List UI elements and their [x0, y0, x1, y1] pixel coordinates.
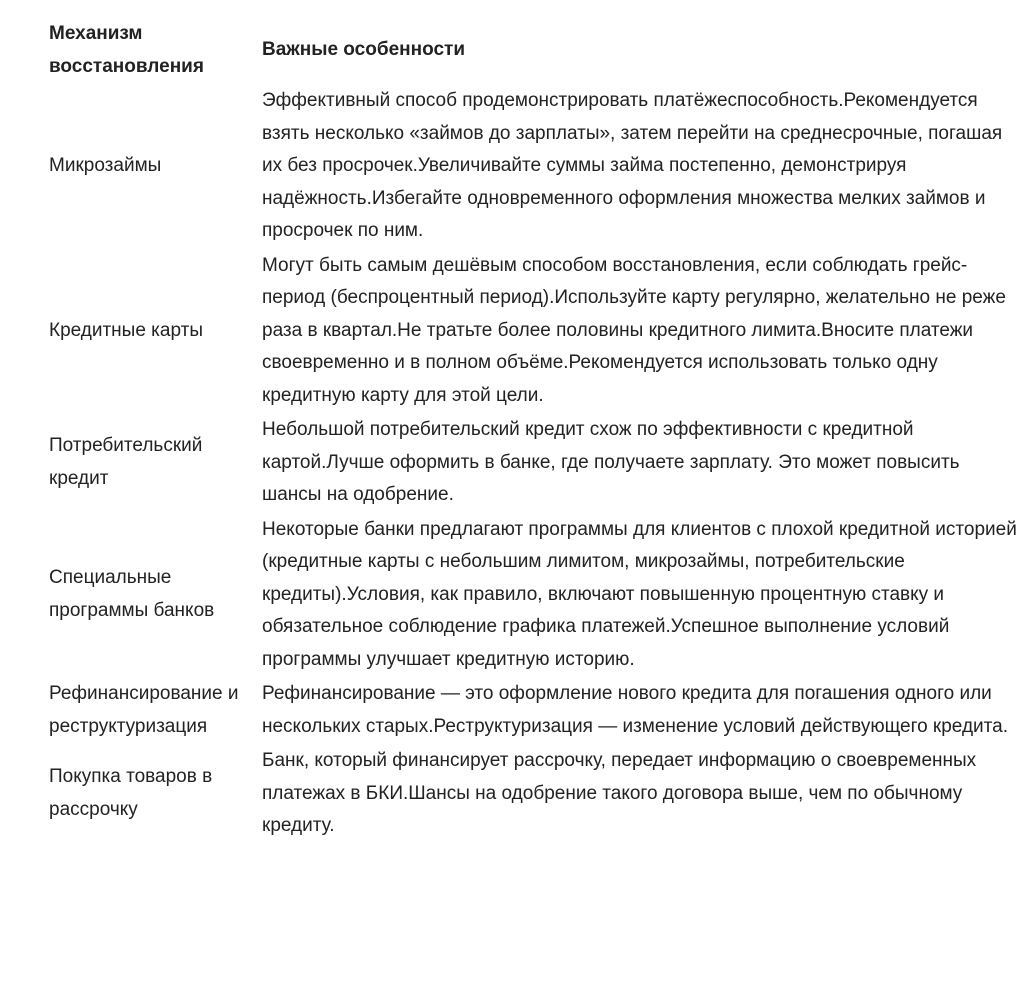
table-row — [49, 744, 1024, 844]
mechanism-cell: Потребительский кредит — [49, 435, 203, 489]
features-cell: Рефинансирование — это оформление нового кредита для погашения одного или нескольких старых.Реструктуризация — изменение условий действующего кредита. — [262, 683, 1008, 737]
table-row — [49, 249, 1024, 414]
header-features: Важные особенности — [262, 39, 465, 61]
features-cell: Небольшой потребительский кредит схож по эффективности с кредитной картой.Лучше оформить в банке, где получаете зарплату. Это может повысить шансы на одобрение. — [262, 419, 960, 505]
table-header-row — [49, 18, 1024, 84]
mechanism-cell: Покупка товаров в рассрочку — [49, 766, 213, 820]
table-row — [49, 677, 1024, 744]
mechanism-cell: Специальные программы банков — [49, 567, 215, 621]
table-row — [49, 513, 1024, 678]
table-row — [49, 84, 1024, 249]
features-cell: Могут быть самым дешёвым способом восстановления, если соблюдать грейс-период (беспроцентный период).Используйте карту регулярно, желательно не реже раза в квартал.Не тратьте более половины кредитного лимита.Вносите платежи своевременно и в полном объёме.Рекомендуется использовать только одну кредитную карту для этой цели. — [262, 254, 1006, 406]
header-mechanism: Механизм восстановления — [49, 23, 204, 77]
features-cell: Некоторые банки предлагают программы для клиентов с плохой кредитной историей (кредитные карты с небольшим лимитом, микрозаймы, потребительские кредиты).Условия, как правило, включают повышенную процентную ставку и обязательное соблюдение графика платежей.Успешное выполнение условий программы улучшает кредитную историю. — [262, 518, 1017, 670]
recovery-mechanisms-table — [49, 18, 1024, 844]
mechanism-cell: Кредитные карты — [49, 319, 203, 341]
mechanism-cell: Микрозаймы — [49, 155, 162, 176]
features-cell: Банк, который финансирует рассрочку, передает информацию о своевременных платежах в БКИ.Шансы на одобрение такого договора выше, чем по обычному кредиту. — [262, 750, 977, 836]
table-row — [49, 413, 1024, 513]
mechanism-cell: Рефинансирование и реструктуризация — [49, 683, 239, 737]
features-cell: Эффективный способ продемонстрировать платёжеспособность.Рекомендуется взять несколько «займов до зарплаты», затем перейти на среднесрочные, погашая их без просрочек.Увеличивайте суммы займа постепенно, демонстрируя надёжность.Избегайте одновременного оформления множества мелких займов и просрочек по ним. — [262, 90, 1003, 241]
